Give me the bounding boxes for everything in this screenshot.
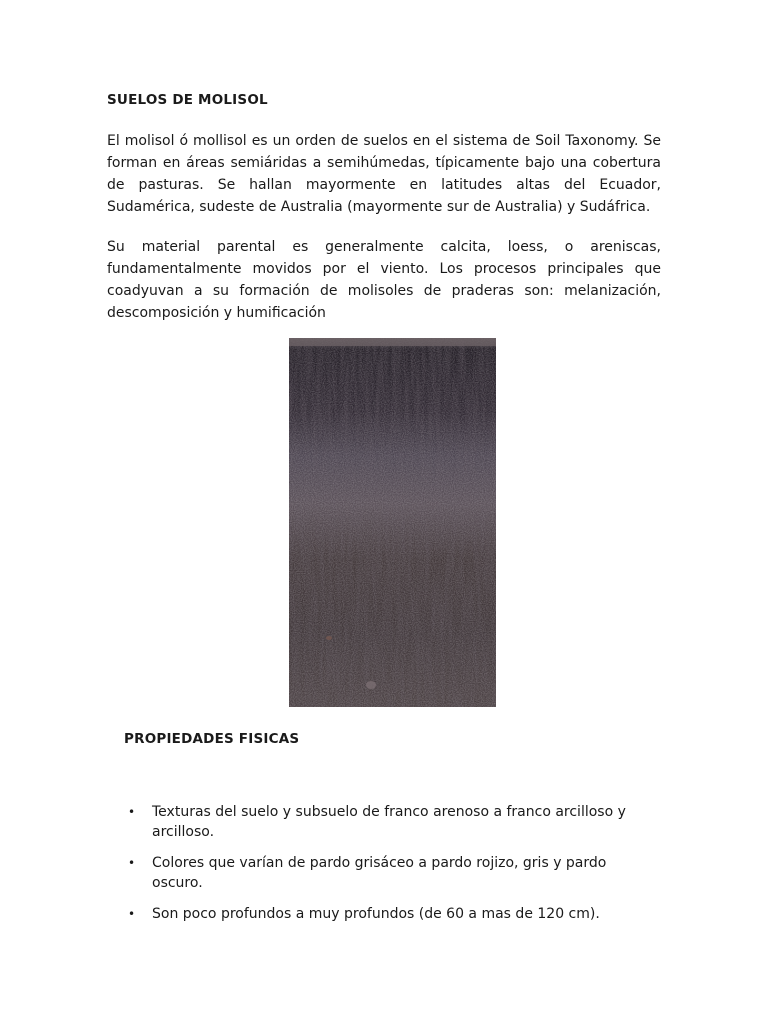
soil-profile-image xyxy=(289,338,496,707)
list-item xyxy=(124,853,644,893)
list-item-text: Texturas del suelo y subsuelo de franco arenoso a franco arcilloso y arcilloso. xyxy=(152,804,626,840)
section-title-physical-properties: PROPIEDADES FISICAS xyxy=(124,731,300,747)
bullet-icon: • xyxy=(128,856,136,870)
bullet-icon: • xyxy=(128,805,136,819)
list-item xyxy=(124,802,644,842)
paragraph-intro: El molisol ó mollisol es un orden de suelos en el sistema de Soil Taxonomy. Se forman en áreas semiáridas a semihúmedas, típicamente bajo una cobertura de pasturas. Se hallan mayormente en latitudes altas del Ecuador, Sudamérica, sudeste de Australia (mayormente sur de Australia) y Sudáfrica. xyxy=(107,133,661,215)
list-item xyxy=(124,904,644,924)
list-item-text: Colores que varían de pardo grisáceo a pardo rojizo, gris y pardo oscuro. xyxy=(152,855,607,891)
physical-properties-list xyxy=(124,802,644,935)
list-item-text: Son poco profundos a muy profundos (de 60 a mas de 120 cm). xyxy=(152,906,600,922)
bullet-icon: • xyxy=(128,907,136,921)
paragraph-parent-material: Su material parental es generalmente calcita, loess, o areniscas, fundamentalmente movidos por el viento. Los procesos principales que coadyuvan a su formación de molisoles de praderas son: melanización, descomposición y humificación xyxy=(107,239,661,321)
document-title: SUELOS DE MOLISOL xyxy=(107,92,268,108)
